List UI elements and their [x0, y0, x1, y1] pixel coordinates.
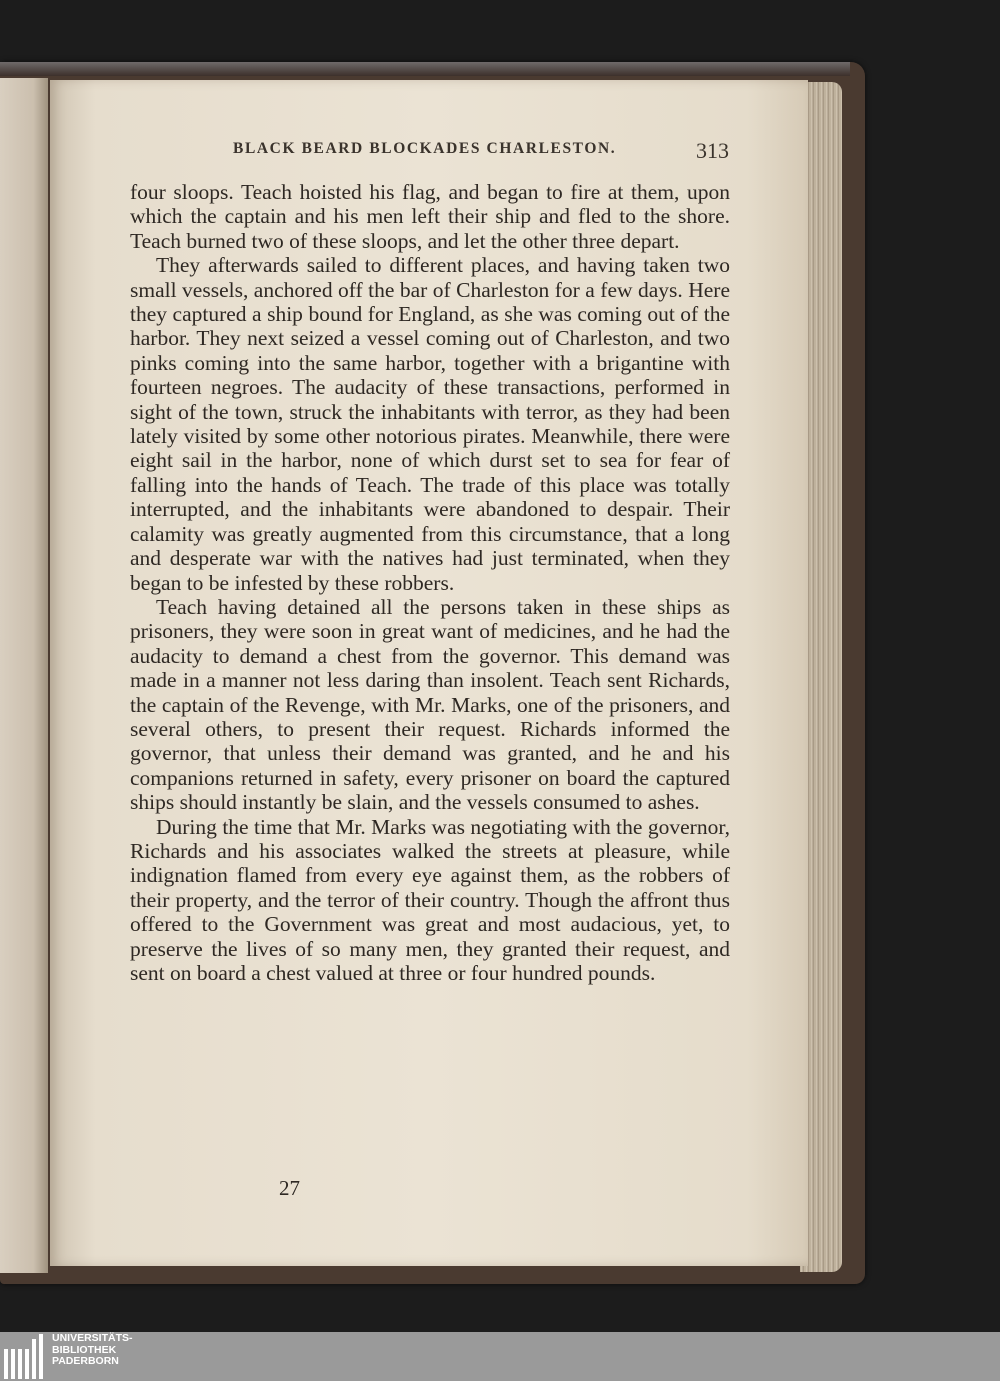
page-number: 313 [696, 138, 729, 163]
library-logo-icon [4, 1334, 46, 1379]
library-footer-bar [0, 1332, 1000, 1381]
paragraph: During the time that Mr. Marks was negotiating with the governor, Richards and his associates walked the streets at pleasure, while indignation flamed from every eye against them, as the robbers of their property, and the terror of their country. Though the affront thus offered to the Government was great and most audacious, yet, to preserve the lives of so many men, they granted their request, and sent on board a chest valued at three or four hundred pounds. [130, 814, 730, 985]
library-name-line: BIBLIOTHEK [52, 1343, 117, 1356]
paragraph: Teach having detained all the persons taken in these ships as prisoners, they were soon in great want of medicines, and he had the audacity to demand a chest from the governor. This demand was made in a manner not less daring than insolent. Teach sent Richards, the captain of the Revenge, with Mr. Marks, one of the prisoners, and several others, to present their request. Richards informed the governor, that unless their demand was granted, and he and his companions returned in safety, every prisoner on board the captured ships should instantly be slain, and the vessels consumed to ashes. [130, 594, 730, 815]
book-cover-top-edge [0, 62, 850, 76]
facing-page-edge [0, 78, 48, 1273]
running-head: BLACK BEARD BLOCKADES CHARLESTON. [233, 140, 617, 157]
library-name-line: PADERBORN [52, 1355, 119, 1367]
paragraph: They afterwards sailed to different places, and having taken two small vessels, anchored off the bar of Charleston for a few days. Here they captured a ship bound for England, as she was coming out of the harbor. They next seized a vessel coming out of Charleston, and two pinks coming into the same harbor, together with a brigantine with fourteen negroes. The audacity of these transactions, performed in sight of the town, struck the inhabitants with terror, as they had been lately visited by some other notorious pirates. Meanwhile, there were eight sail in the harbor, none of which durst set to sea for fear of falling into the hands of Teach. The trade of this place was totally interrupted, and the inhabitants were abandoned to despair. Their calamity was greatly augmented from this circumstance, that a long and desperate war with the natives had just terminated, when they began to be infested by these robbers. [130, 253, 730, 595]
signature-mark: 27 [279, 1176, 300, 1200]
library-name-line: UNIVERSITÄTS- [52, 1332, 133, 1344]
body-text [130, 180, 730, 985]
library-name [52, 1333, 133, 1368]
paragraph: four sloops. Teach hoisted his flag, and began to fire at them, upon which the captain and his men left their ship and fled to the shore. Teach burned two of these sloops, and let the other three depart. [130, 180, 730, 253]
